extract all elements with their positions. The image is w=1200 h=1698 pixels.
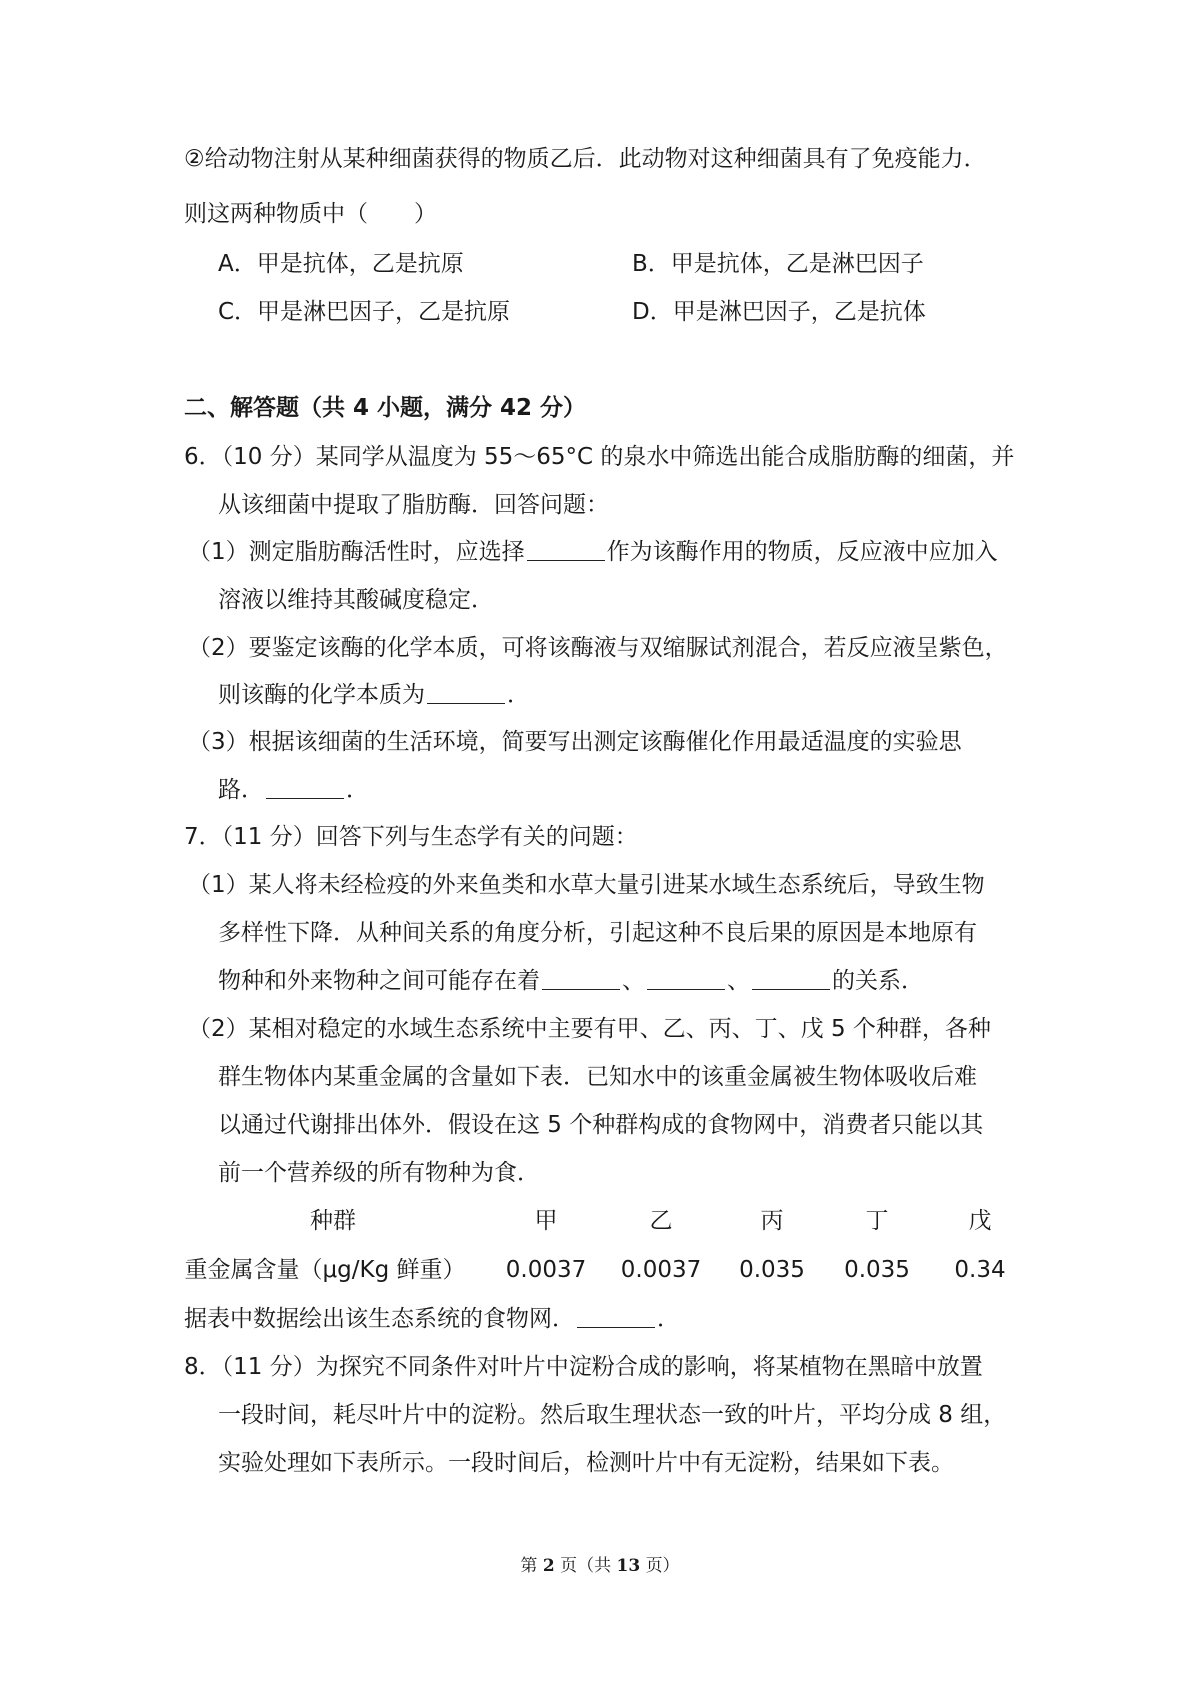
q7-part1-line1: （1）某人将未经检疫的外来鱼类和水草大量引进某水域生态系统后，导致生物 bbox=[188, 872, 985, 898]
q6-part2-line2 bbox=[218, 680, 530, 710]
q7-part1-text-before: 物种和外来物种之间可能存在着 bbox=[218, 968, 540, 994]
q6-part1-line2: 溶液以维持其酸碱度稳定． bbox=[218, 587, 494, 613]
footer-prefix: 第 bbox=[520, 1556, 538, 1576]
table-header-label: 种群 bbox=[310, 1208, 356, 1234]
table-cell: 0.0037 bbox=[620, 1257, 702, 1283]
answer-blank[interactable] bbox=[752, 967, 830, 990]
footer-page-number: 2 bbox=[542, 1556, 555, 1576]
q7-part2-line4: 前一个营养级的所有物种为食． bbox=[218, 1160, 540, 1186]
footer-suffix: 页） bbox=[645, 1556, 680, 1576]
q8-line2: 一段时间，耗尽叶片中的淀粉。然后取生理状态一致的叶片，平均分成 8 组， bbox=[218, 1402, 1007, 1428]
answer-blank[interactable] bbox=[527, 538, 605, 561]
page-footer bbox=[0, 1551, 1200, 1576]
table-cell: 0.0037 bbox=[505, 1257, 587, 1283]
q6-part3-text-after: ． bbox=[346, 777, 369, 803]
q6-part1-text-before: （1）测定脂肪酶活性时，应选择 bbox=[188, 539, 525, 565]
table-column-header: 乙 bbox=[649, 1208, 673, 1234]
table-column-header: 丁 bbox=[865, 1208, 889, 1234]
separator: 、 bbox=[727, 968, 750, 994]
q7-part2-line2: 群生物体内某重金属的含量如下表．已知水中的该重金属被生物体吸收后难 bbox=[218, 1064, 977, 1090]
q5-line1: ②给动物注射从某种细菌获得的物质乙后．此动物对这种细菌具有了免疫能力． bbox=[184, 146, 987, 172]
q6-part2-text-after: ． bbox=[507, 682, 530, 708]
q6-part3-line1: （3）根据该细菌的生活环境，简要写出测定该酶催化作用最适温度的实验思 bbox=[188, 729, 962, 755]
q6-line1: 6．（10 分）某同学从温度为 55～65°C 的泉水中筛选出能合成脂肪酶的细菌，并 bbox=[184, 444, 1015, 470]
q5-option-c: C．甲是淋巴因子，乙是抗原 bbox=[218, 299, 511, 325]
separator: 、 bbox=[622, 968, 645, 994]
table-column-header: 甲 bbox=[534, 1208, 558, 1234]
answer-blank[interactable] bbox=[427, 681, 505, 704]
footer-middle: 页（共 bbox=[560, 1556, 612, 1576]
table-column-header: 丙 bbox=[760, 1208, 784, 1234]
q6-part3-text-before: 路． bbox=[218, 777, 264, 803]
table-column-header: 戊 bbox=[968, 1208, 992, 1234]
table-cell: 0.34 bbox=[954, 1257, 1006, 1283]
table-cell: 0.035 bbox=[844, 1257, 910, 1283]
q7-food-web-text-after: ． bbox=[657, 1306, 680, 1332]
footer-total-pages: 13 bbox=[616, 1556, 641, 1576]
q7-food-web-text-before: 据表中数据绘出该生态系统的食物网． bbox=[184, 1306, 575, 1332]
q7-part1-line2: 多样性下降．从种间关系的角度分析，引起这种不良后果的原因是本地原有 bbox=[218, 920, 977, 946]
q6-part1-text-after: 作为该酶作用的物质，反应液中应加入 bbox=[606, 539, 998, 565]
q6-part1 bbox=[188, 537, 998, 567]
q6-part2-line1: （2）要鉴定该酶的化学本质，可将该酶液与双缩脲试剂混合，若反应液呈紫色， bbox=[188, 635, 1008, 661]
q8-line3: 实验处理如下表所示。一段时间后，检测叶片中有无淀粉，结果如下表。 bbox=[218, 1450, 954, 1476]
q5-option-b: B．甲是抗体，乙是淋巴因子 bbox=[632, 251, 924, 277]
q7-food-web-line bbox=[184, 1304, 680, 1334]
q7-part1-text-after: 的关系． bbox=[832, 968, 924, 994]
q7-line1: 7．（11 分）回答下列与生态学有关的问题： bbox=[184, 824, 638, 850]
section-heading: 二、解答题（共 4 小题，满分 42 分） bbox=[184, 395, 587, 421]
table-cell: 0.035 bbox=[739, 1257, 805, 1283]
q7-part2-line3: 以通过代谢排出体外．假设在这 5 个种群构成的食物网中，消费者只能以其 bbox=[218, 1112, 984, 1138]
q6-part3-line2 bbox=[218, 775, 369, 805]
q6-line2: 从该细菌中提取了脂肪酶．回答问题： bbox=[218, 492, 609, 518]
q5-line2: 则这两种物质中（ ） bbox=[184, 201, 437, 227]
table-row-label: 重金属含量（μg/Kg 鲜重） bbox=[184, 1257, 466, 1283]
answer-blank[interactable] bbox=[542, 967, 620, 990]
q7-part2-line1: （2）某相对稳定的水域生态系统中主要有甲、乙、丙、丁、戊 5 个种群，各种 bbox=[188, 1016, 991, 1042]
q5-option-d: D．甲是淋巴因子，乙是抗体 bbox=[632, 299, 926, 325]
q7-part1-line3 bbox=[218, 966, 924, 996]
answer-blank[interactable] bbox=[266, 776, 344, 799]
q8-line1: 8．（11 分）为探究不同条件对叶片中淀粉合成的影响，将某植物在黑暗中放置 bbox=[184, 1354, 983, 1380]
q5-option-a: A．甲是抗体，乙是抗原 bbox=[218, 251, 464, 277]
answer-blank[interactable] bbox=[647, 967, 725, 990]
answer-blank[interactable] bbox=[577, 1305, 655, 1328]
q6-part2-text-before: 则该酶的化学本质为 bbox=[218, 682, 425, 708]
